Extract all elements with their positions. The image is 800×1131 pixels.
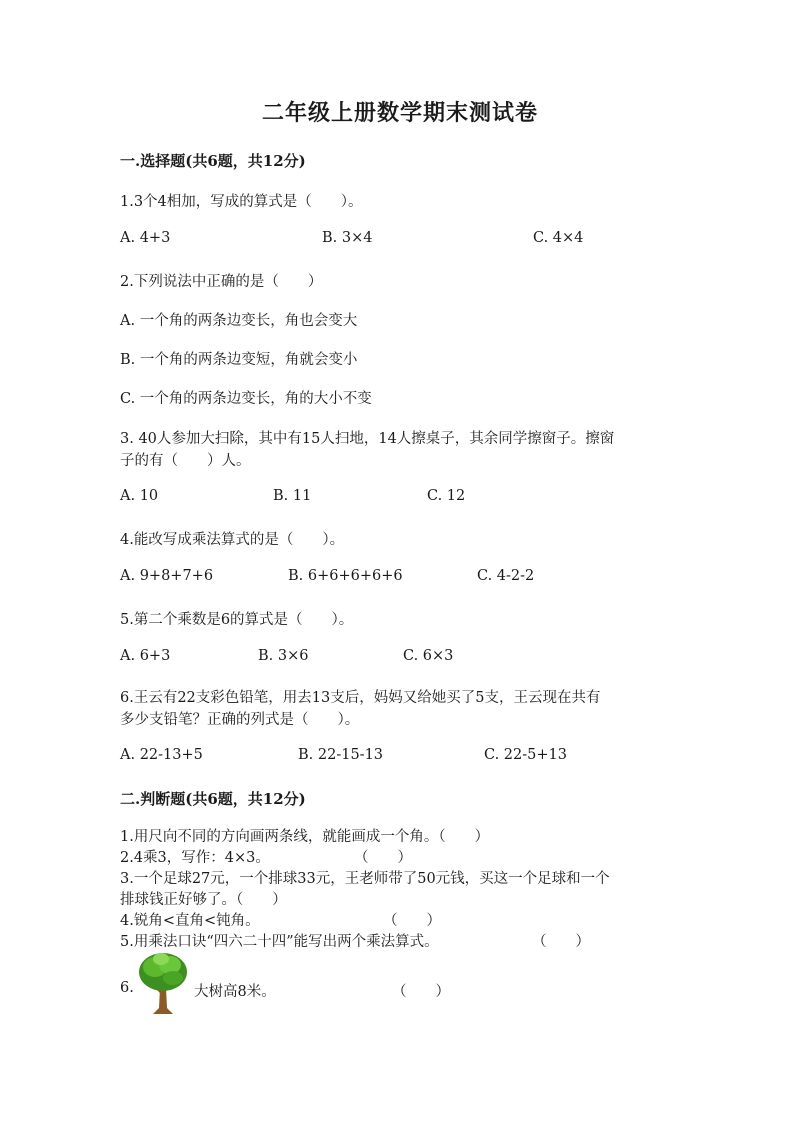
- option-5c: C. 6×3: [403, 648, 454, 664]
- judge-5: 5.用乘法口诀“四六二十四”能写出两个乘法算式。: [120, 934, 439, 950]
- question-6-line1: 6.王云有22支彩色铅笔，用去13支后，妈妈又给她买了5支，王云现在共有: [120, 690, 601, 706]
- judge-2: 2.4乘3，写作：4×3。: [120, 850, 270, 866]
- option-5a: A. 6+3: [120, 648, 171, 664]
- section-heading-judgement: 二.判断题(共6题，共12分): [120, 790, 306, 808]
- judge-6-number: 6.: [120, 980, 134, 996]
- option-4b: B. 6+6+6+6+6: [288, 568, 403, 584]
- option-1a: A. 4+3: [120, 230, 171, 246]
- question-5: 5.第二个乘数是6的算式是（ ）。: [120, 612, 354, 628]
- option-1c: C. 4×4: [533, 230, 584, 246]
- tree-icon: [137, 950, 189, 1016]
- option-2b: B. 一个角的两条边变短，角就会变小: [120, 352, 358, 368]
- judge-2-blank: （ ）: [354, 850, 412, 866]
- question-2: 2.下列说法中正确的是（ ）: [120, 274, 323, 290]
- question-3-line2: 子的有（ ）人。: [120, 453, 251, 469]
- judge-6-blank: （ ）: [392, 984, 450, 1000]
- judge-6: 大树高8米。: [194, 984, 276, 1000]
- option-3c: C. 12: [427, 488, 466, 504]
- question-1: 1.3个4相加，写成的算式是（ ）。: [120, 194, 363, 210]
- judge-1: 1.用尺向不同的方向画两条线，就能画成一个角。（ ）: [120, 829, 490, 845]
- question-4: 4.能改写成乘法算式的是（ ）。: [120, 532, 345, 548]
- judge-4: 4.锐角<直角<钝角。: [120, 913, 260, 929]
- option-2a: A. 一个角的两条边变长，角也会变大: [120, 313, 358, 329]
- option-6c: C. 22-5+13: [484, 747, 567, 763]
- option-6a: A. 22-13+5: [120, 747, 203, 763]
- option-2c: C. 一个角的两条边变长，角的大小不变: [120, 391, 372, 407]
- option-1b: B. 3×4: [322, 230, 373, 246]
- option-3a: A. 10: [120, 488, 159, 504]
- question-6-line2: 多少支铅笔？正确的列式是（ ）。: [120, 712, 360, 728]
- page-title: 二年级上册数学期末测试卷: [261, 100, 538, 126]
- section-heading-choice: 一.选择题(共6题，共12分): [120, 152, 306, 170]
- judge-3-line1: 3.一个足球27元，一个排球33元，王老师带了50元钱，买这一个足球和一个: [120, 871, 610, 887]
- option-6b: B. 22-15-13: [298, 747, 384, 763]
- judge-3-line2: 排球钱正好够了。（ ）: [120, 892, 287, 908]
- question-3-line1: 3. 40人参加大扫除，其中有15人扫地，14人擦桌子，其余同学擦窗子。擦窗: [120, 431, 615, 447]
- option-5b: B. 3×6: [258, 648, 309, 664]
- judge-4-blank: （ ）: [383, 913, 441, 929]
- judge-5-blank: （ ）: [532, 934, 590, 950]
- option-3b: B. 11: [273, 488, 312, 504]
- option-4c: C. 4-2-2: [477, 568, 535, 584]
- option-4a: A. 9+8+7+6: [120, 568, 214, 584]
